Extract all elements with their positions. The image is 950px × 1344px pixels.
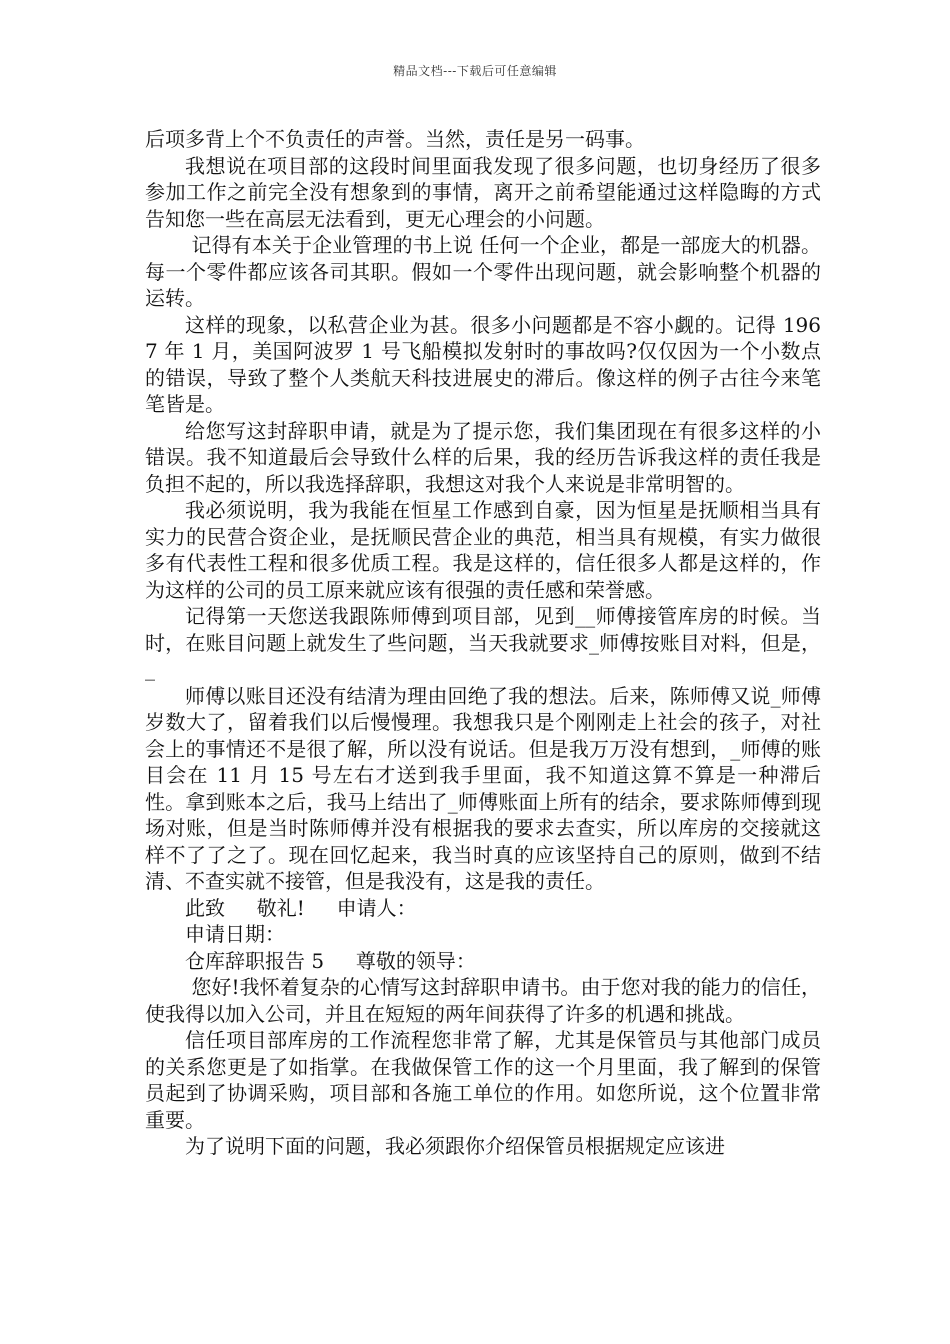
paragraph: 记得有本关于企业管理的书上说 任何一个企业，都是一部庞大的机器。每一个零件都应该各司其职。假如一个零件出现问题，就会影响整个机器的运转。 (145, 233, 822, 310)
paragraph: 后项多背上个不负责任的声誉。当然，责任是另一码事。 (145, 127, 645, 151)
paragraph: 为了说明下面的问题，我必须跟你介绍保管员根据规定应该进 (185, 1134, 725, 1158)
paragraph: 给您写这封辞职申请，就是为了提示您，我们集团现在有很多这样的小错误。我不知道最后会导致什么样的后果，我的经历告诉我这样的责任我是负担不起的，所以我选择辞职，我想这对我个人来说是非常明智的。 (145, 418, 821, 496)
paragraph: 师傅以账目还没有结清为理由回绝了我的想法。后来，陈师傅又说_师傅岁数大了，留着我们以后慢慢理。我想我只是个刚刚走上社会的孩子，对社会上的事情还不是很了解，所以没有说话。但是我万万没有想到，_师傅的账目会在 11 月 15 号左右才送到我手里面，我不知道这算不算是一种滞后性。拿到账本之后，我马上结出了_师傅账面上所有的结余，要求陈师傅到现场对账，但是当时陈师傅并没有根据我的要求去查实，所以库房的交接就这样不了了之了。现在回忆起来，我当时真的应该坚持自己的原则，做到不结清、不查实就不接管，但是我没有，这是我的责任。 (145, 683, 821, 893)
paragraph: 我想说在项目部的这段时间里面我发现了很多问题，也切身经历了很多参加工作之前完全没有想象到的事情，离开之前希望能通过这样隐晦的方式告知您一些在高层无法看到，更无心理会的小问题。 (145, 153, 821, 231)
document-body (145, 126, 821, 1160)
date-line: 申请日期： (185, 922, 285, 946)
paragraph: 您好!我怀着复杂的心情写这封辞职申请书。由于您对我的能力的信任，使我得以加入公司，并且在短短的两年间获得了许多的机遇和挑战。 (145, 975, 822, 1026)
page-header: 精品文档---下载后可任意编辑 (393, 64, 557, 78)
paragraph: 这样的现象，以私营企业为甚。很多小问题都是不容小觑的。记得 1967 年 1 月，美国阿波罗 1 号飞船模拟发射时的事故吗?仅仅因为一个小数点的错误，导致了整个人类航天科技进展史的滞后。像这样的例子古往今来笔笔皆是。 (145, 312, 821, 416)
paragraph: 信任项目部库房的工作流程您非常了解，尤其是保管员与其他部门成员的关系您更是了如指掌。在我做保管工作的这一个月里面，我了解到的保管员起到了协调采购，项目部和各施工单位的作用。如您所说，这个位置非常重要。 (145, 1028, 821, 1132)
paragraph: 我必须说明，我为我能在恒星工作感到自豪，因为恒星是抚顺相当具有实力的民营合资企业，是抚顺民营企业的典范，相当具有规模，有实力做很多有代表性工程和很多优质工程。我是这样的，信任很多人都是这样的，作为这样的公司的员工原来就应该有很强的责任感和荣誉感。 (145, 498, 821, 602)
section-heading-line: 仓库辞职报告 5 尊敬的领导： (185, 948, 476, 973)
closing-line: 此致 敬礼! 申请人： (185, 895, 417, 920)
paragraph: 记得第一天您送我跟陈师傅到项目部，见到__师傅接管库房的时候。当时，在账目问题上就发生了些问题，当天我就要求_师傅按账目对料，但是，_ (145, 604, 821, 681)
